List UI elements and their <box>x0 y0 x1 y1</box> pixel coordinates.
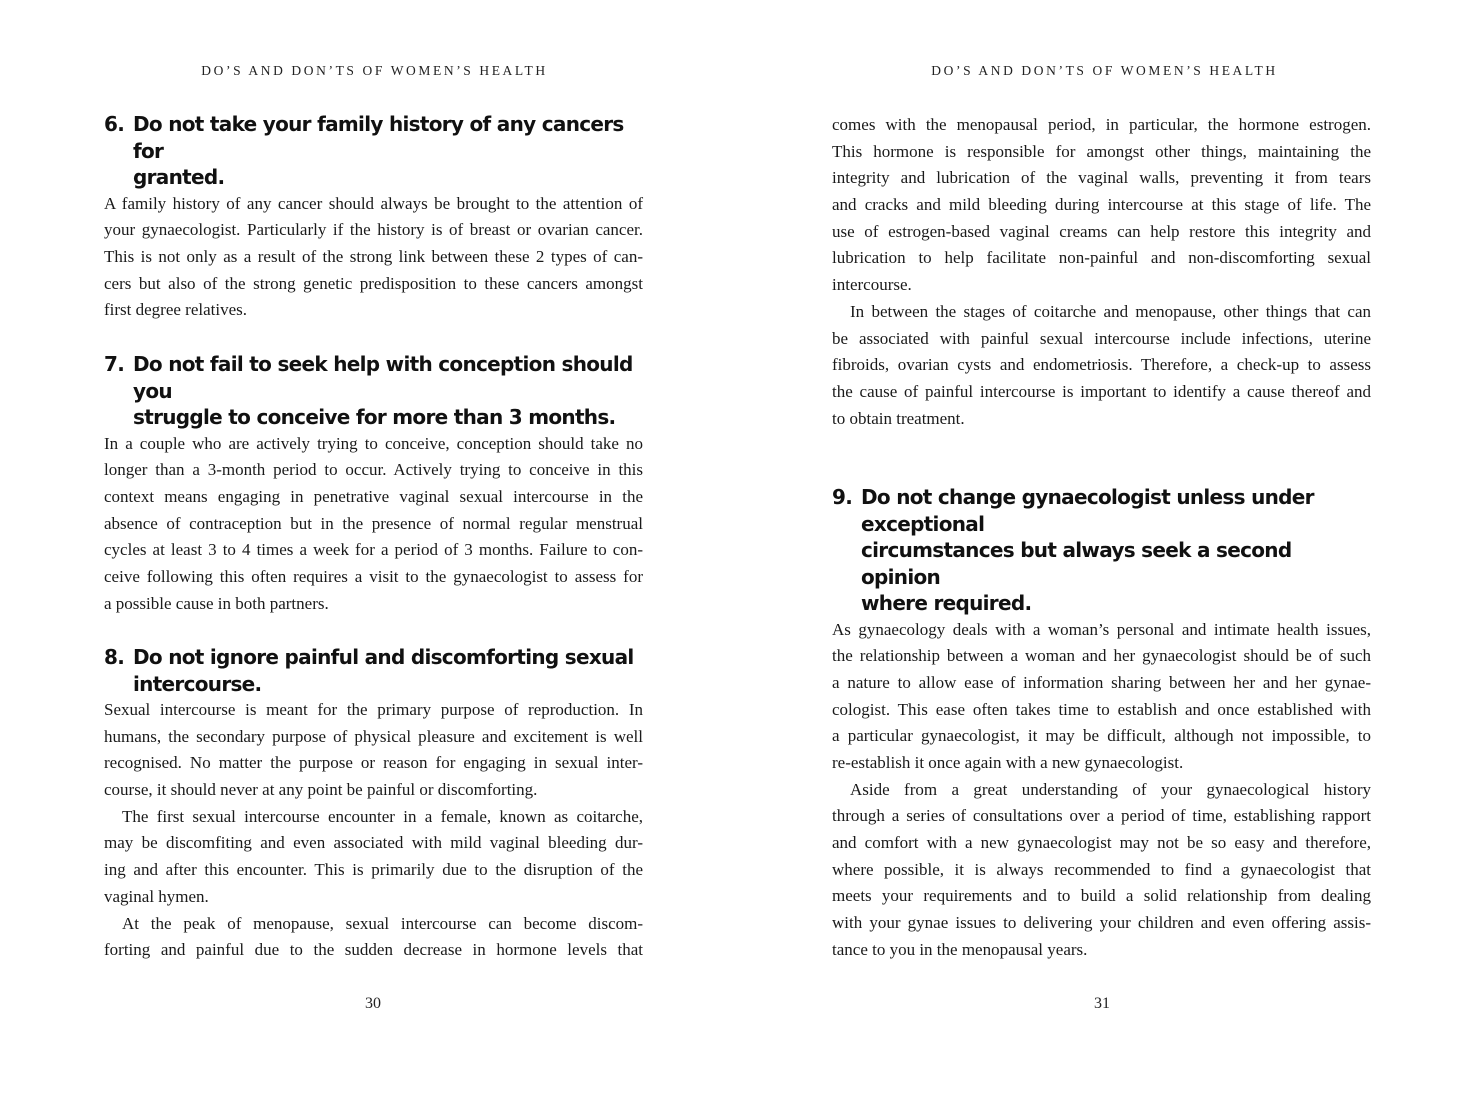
section-6 <box>104 111 643 324</box>
right-page <box>737 0 1474 1106</box>
paragraph: At the peak of menopause, sexual intercourse can become discom- forting and painful due to the sudden decrease in hormone levels that <box>104 913 643 960</box>
paragraph: In a couple who are actively trying to conceive, conception should take no longer than a 3-month period to occur. Actively trying to conceive in this context means engaging in penetrative vaginal sexual intercourse in the absence of contraception but in the presence of normal regular menstrual cycles at least 3 to 4 times a week for a period of 3 months. Failure to con- ceive following this often requires a visit to the gynaecologist to assess for a possible cause in both partners. <box>104 433 643 613</box>
paragraph: Sexual intercourse is meant for the primary purpose of reproduction. In humans, the secondary purpose of physical pleasure and excitement is well recognised. No matter the purpose or reason for engaging in sexual inter- course, it should never at any point be painful or discomforting. <box>104 700 643 800</box>
paragraph: A family history of any cancer should always be brought to the attention of your gynaecologist. Particularly if the history is of breast or ovarian cancer. This is not only as a result of the strong link between these 2 types of can- cers but also of the strong genetic predisposition to these cancers amongst first degree relatives. <box>104 193 643 320</box>
section-heading <box>104 111 643 191</box>
section-title: Do not change gynaecologist unless under exceptional circumstances but always seek a second opinion where required. <box>861 485 1314 615</box>
section-number: 6. <box>104 112 125 136</box>
running-head: DO’S AND DON’TS OF WOMEN’S HEALTH <box>931 63 1278 78</box>
section-heading <box>104 351 643 431</box>
paragraph: As gynaecology deals with a woman’s personal and intimate health issues, the relationship between a woman and her gynaecologist should be of such a nature to allow ease of information sharing between her and her gynae- cologist. This ease often takes time to establish and once established with a particular gynaecologist, it may be difficult, although not impossible, to re-establish it once again with a new gynaecologist. <box>832 619 1371 772</box>
section-number: 9. <box>832 485 853 509</box>
section-heading <box>832 484 1371 617</box>
paragraph: comes with the menopausal period, in particular, the hormone estrogen. This hormone is responsible for amongst other things, maintaining the integrity and lubrication of the vaginal walls, preventing it from tears and cracks and mild bleeding during intercourse at this stage of life. The use of estrogen-based vaginal creams can help restore this integrity and lubrication to help facilitate non-painful and non-discomforting sexual intercourse. <box>832 115 1371 295</box>
page-number: 30 <box>365 995 381 1012</box>
page-number: 31 <box>1094 995 1110 1012</box>
paragraph: Aside from a great understanding of your gynaecological history through a series of consultations over a period of time, establishing rapport and comfort with a new gynaecologist may not be so easy and therefore, where possible, it is always recommended to find a gynaecologist that meets your requirements and to build a solid relationship from dealing with your gynae issues to delivering your children and even offering assis- tance to you in the menopausal years. <box>832 779 1371 959</box>
running-head: DO’S AND DON’TS OF WOMEN’S HEALTH <box>201 63 548 78</box>
section-title: Do not ignore painful and discomforting sexual intercourse. <box>133 645 634 696</box>
section-7 <box>104 351 643 617</box>
section-title: Do not take your family history of any cancers for granted. <box>133 112 624 189</box>
section-8-continued <box>832 112 1371 432</box>
paragraph: The first sexual intercourse encounter in a female, known as coitarche, may be discomfiting and even associated with mild vaginal bleeding dur- ing and after this encounter. This is primarily due to the disruption of the vaginal hymen. <box>104 806 643 906</box>
paragraph: In between the stages of coitarche and menopause, other things that can be associated with painful sexual intercourse include infections, uterine fibroids, ovarian cysts and endometriosis. Therefore, a check-up to assess the cause of painful intercourse is important to identify a cause thereof and to obtain treatment. <box>832 301 1371 428</box>
section-number: 7. <box>104 352 125 376</box>
section-heading <box>104 644 643 697</box>
section-number: 8. <box>104 645 125 669</box>
section-title: Do not fail to seek help with conception should you struggle to conceive for more than 3 months. <box>133 352 633 429</box>
section-9 <box>832 484 1371 963</box>
section-8 <box>104 644 643 964</box>
